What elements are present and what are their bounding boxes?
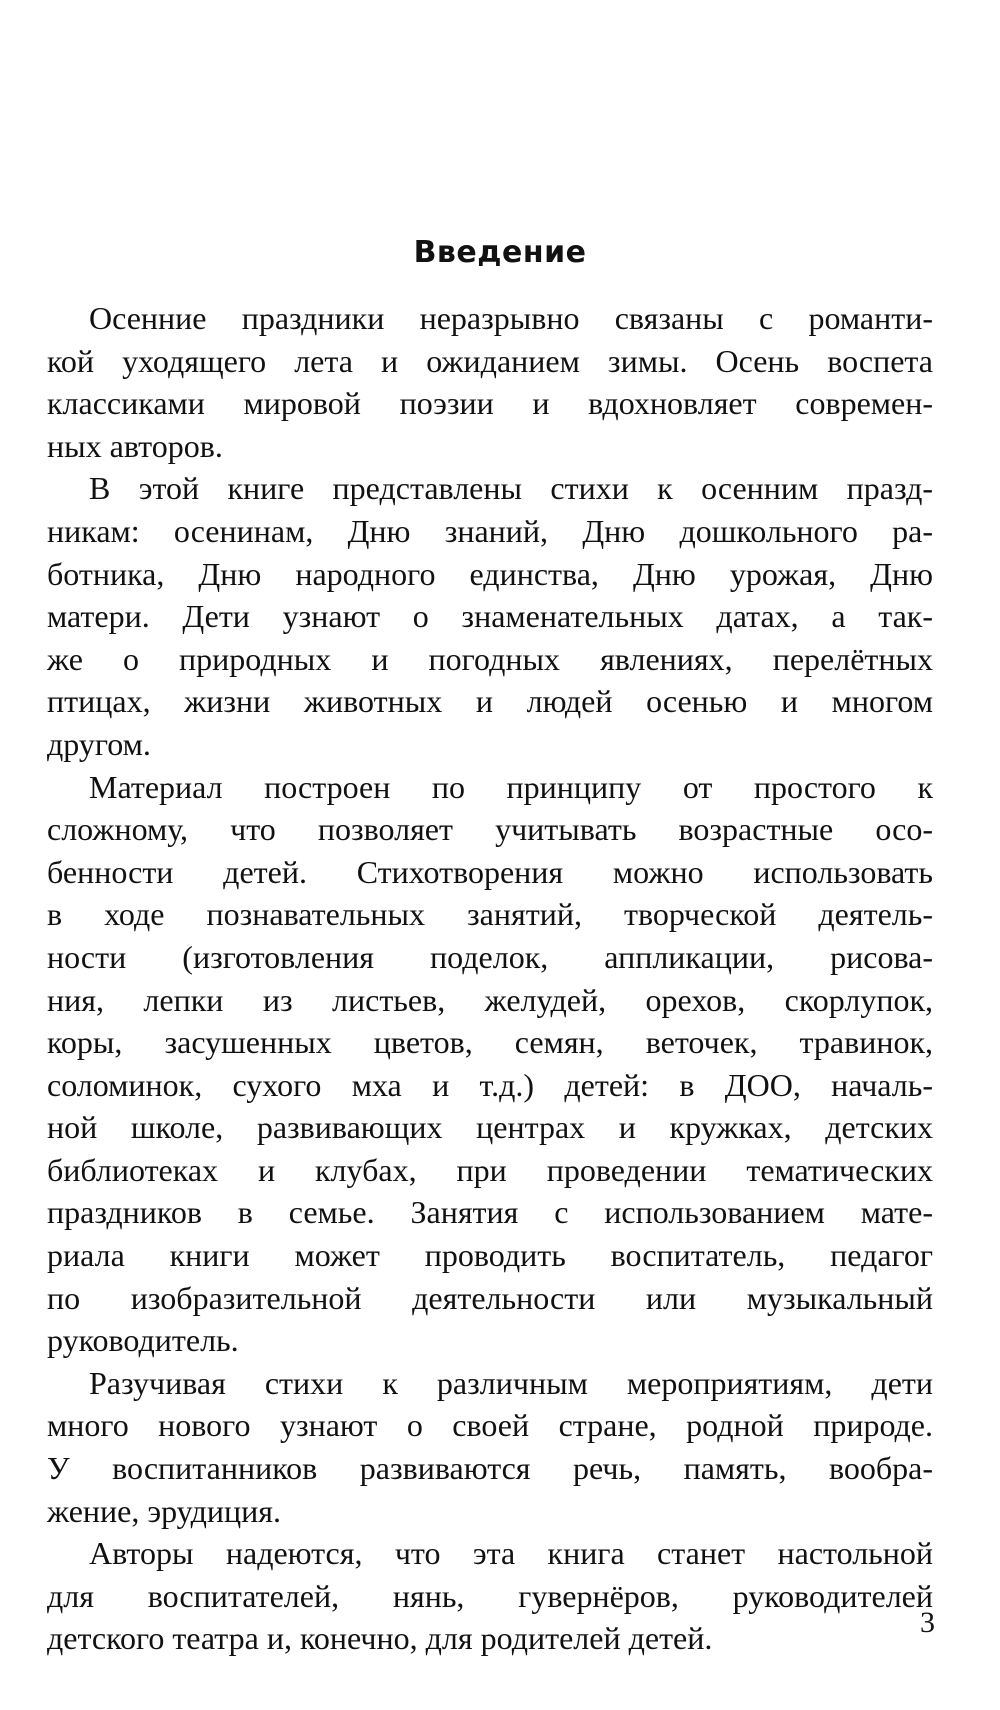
text-line: сложному, что позволяет учитывать возрастные осо- [47, 811, 933, 848]
text-line: птицах, жизни животных и людей осенью и многом [47, 683, 933, 720]
text-line: в ходе познавательных занятий, творческой деятель- [47, 896, 933, 933]
text-line: бенности детей. Стихотворения можно использовать [47, 853, 933, 890]
text-line: классиками мировой поэзии и вдохновляет современ- [47, 385, 933, 422]
text-line: Осенние праздники неразрывно связаны с романти- [89, 300, 933, 336]
text-line: детского театра и, конечно, для родителей детей. [47, 1620, 713, 1657]
text-line: же о природных и погодных явлениях, перелётных [47, 640, 933, 677]
paragraph [47, 1532, 933, 1660]
paragraph [47, 467, 933, 765]
paragraph [47, 297, 933, 467]
text-line: много нового узнают о своей стране, родной природе. [47, 1407, 933, 1444]
page-number: 3 [920, 1606, 935, 1639]
text-line: другом. [47, 725, 151, 762]
paragraph [47, 1362, 933, 1532]
text-line: В этой книге представлены стихи к осенним празд- [89, 470, 933, 507]
text-line: руководитель. [47, 1322, 239, 1359]
text-line: Разучивая стихи к различным мероприятиям, дети [89, 1364, 933, 1401]
text-line: ной школе, развивающих центрах и кружках, детских [47, 1109, 933, 1146]
text-line: ности (изготовления поделок, аппликации, рисова- [47, 938, 933, 975]
paragraph [47, 766, 933, 1362]
text-line: Материал построен по принципу от простого к [89, 768, 933, 805]
text-line: Авторы надеются, что эта книга станет настольной [89, 1535, 933, 1572]
text-line: риала книги может проводить воспитатель, педагог [47, 1237, 933, 1274]
text-line: никам: осенинам, Дню знаний, Дню дошкольного ра- [47, 512, 933, 549]
text-line: соломинок, сухого мха и т.д.) детей: в ДОО, началь- [47, 1066, 933, 1103]
text-line: ных авторов. [47, 427, 223, 464]
page-heading: Введение [413, 235, 587, 270]
text-line: по изобразительной деятельности или музыкальный [47, 1279, 933, 1316]
body-text [47, 297, 933, 1660]
text-line: коры, засушенных цветов, семян, веточек, травинок, [47, 1024, 933, 1061]
text-line: У воспитанников развиваются речь, память, вообра- [47, 1450, 933, 1487]
text-line: ботника, Дню народного единства, Дню урожая, Дню [47, 555, 933, 592]
text-line: для воспитателей, нянь, гувернёров, руководителей [47, 1577, 933, 1614]
text-line: жение, эрудиция. [47, 1492, 282, 1529]
text-line: ния, лепки из листьев, желудей, орехов, скорлупок, [47, 981, 933, 1018]
text-line: кой уходящего лета и ожиданием зимы. Осень воспета [47, 342, 933, 379]
text-line: праздников в семье. Занятия с использованием мате- [47, 1194, 933, 1231]
text-line: матери. Дети узнают о знаменательных датах, а так- [47, 598, 933, 635]
text-line: библиотеках и клубах, при проведении тематических [47, 1151, 933, 1188]
